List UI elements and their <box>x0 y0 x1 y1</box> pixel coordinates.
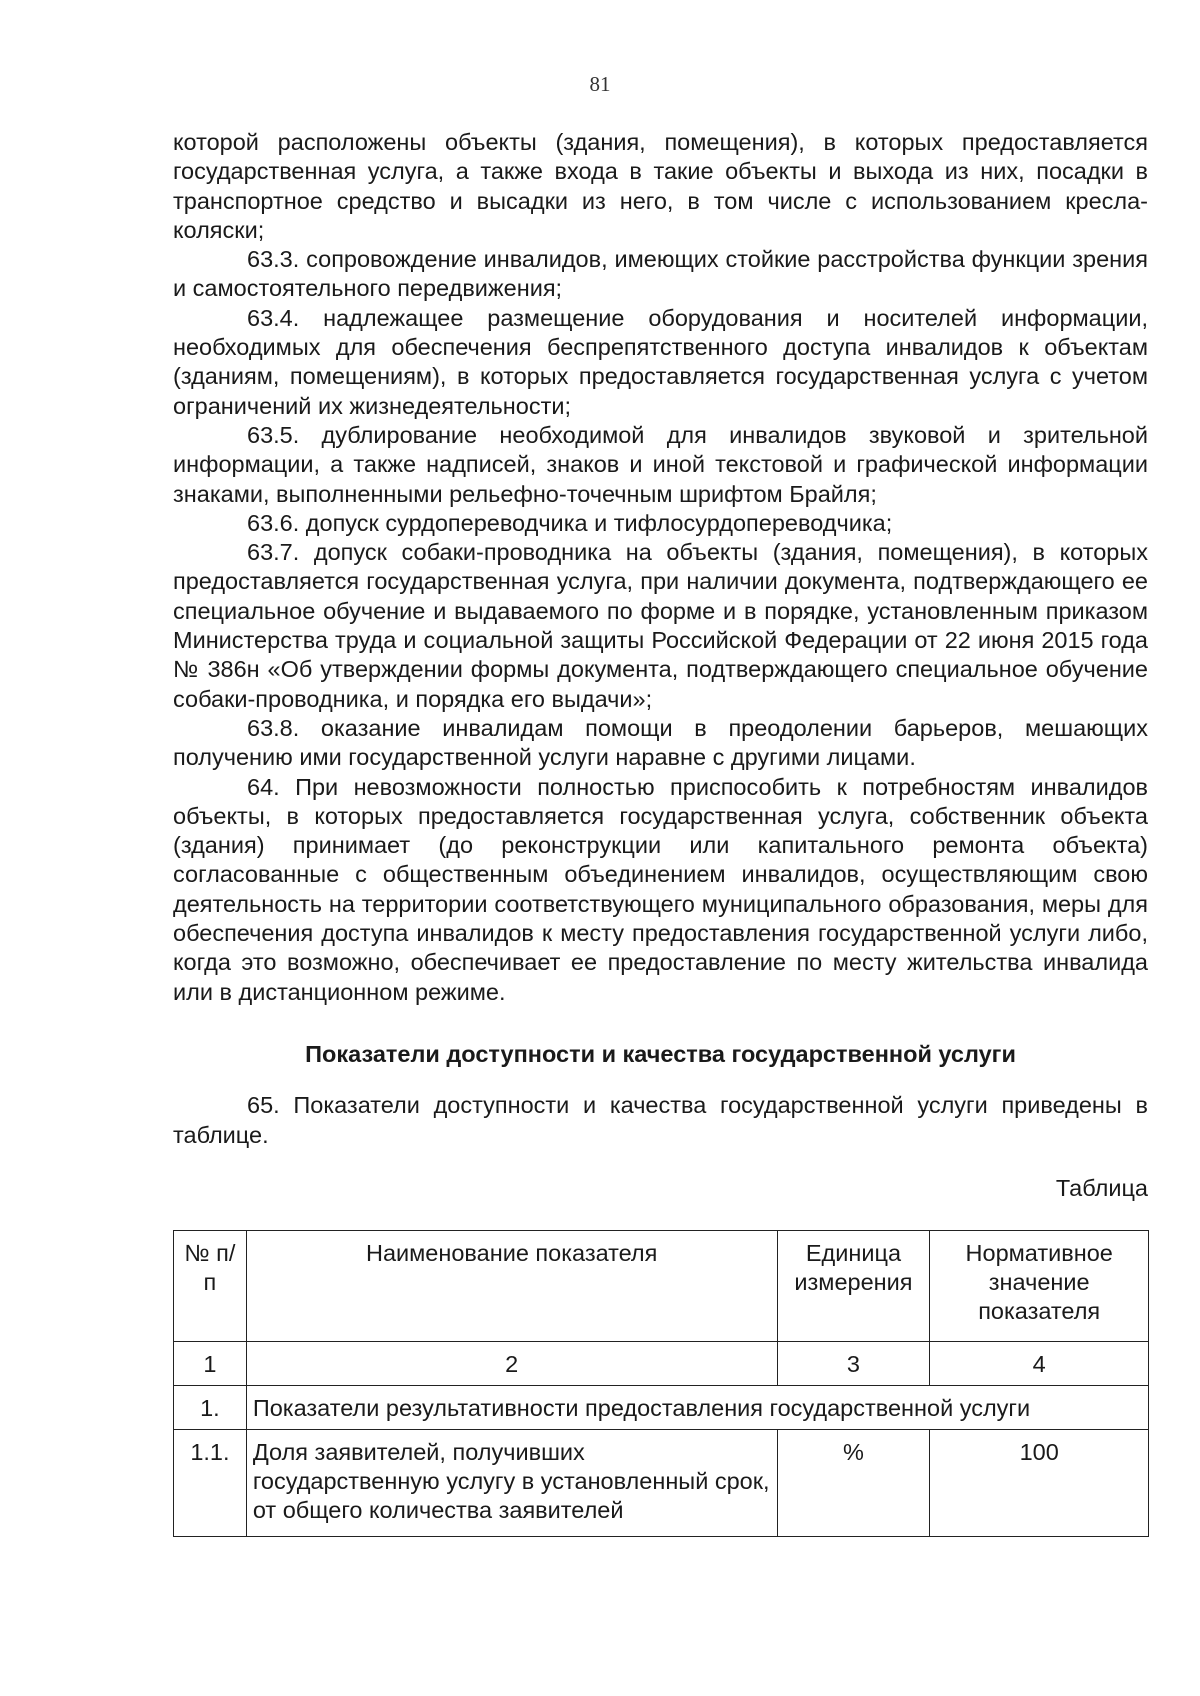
column-number-cell: 3 <box>777 1342 930 1386</box>
column-number-cell: 2 <box>246 1342 777 1386</box>
paragraph-63-8: 63.8. оказание инвалидам помощи в преодолении барьеров, мешающих получению ими государственной услуги наравне с другими лицами. <box>173 714 1148 771</box>
table-group-row <box>174 1386 1149 1430</box>
page-number: 81 <box>589 72 611 96</box>
paragraph-63-5: 63.5. дублирование необходимой для инвалидов звуковой и зрительной информации, а также надписей, знаков и иной текстовой и графической информации знаками, выполненными рельефно-точечным шрифтом Брайля; <box>173 421 1148 507</box>
header-unit: Единица измерения <box>777 1231 930 1342</box>
table-caption: Таблица <box>1055 1174 1148 1201</box>
header-number: № п/п <box>174 1231 247 1342</box>
paragraph-63-2-continuation: которой расположены объекты (здания, помещения), в которых предоставляется государственная услуга, а также входа в такие объекты и выхода из них, посадки в транспортное средство и высадки из него, в том числе с использованием кресла-коляски; <box>173 129 1148 243</box>
document-body <box>173 128 1148 1537</box>
paragraph-63-4: 63.4. надлежащее размещение оборудования и носителей информации, необходимых для обеспечения беспрепятственного доступа инвалидов к объектам (зданиям, помещениям), в которых предоставляется государственная услуга с учетом ограничений их жизнедеятельности; <box>173 304 1148 419</box>
paragraph-63-7: 63.7. допуск собаки-проводника на объекты (здания, помещения), в которых предоставляется государственная услуга, при наличии документа, подтверждающего ее специальное обучение и выдаваемого по форме и в порядке, установленным приказом Министерства труда и социальной защиты Российской Федерации от 22 июня 2015 года № 386н «Об утверждении формы документа, подтверждающего специальное обучение собаки-проводника, и порядка его выдачи»; <box>173 539 1148 712</box>
row-number-cell: 1.1. <box>174 1430 247 1537</box>
table-header-row <box>174 1231 1149 1342</box>
table-row <box>174 1430 1149 1537</box>
header-indicator-name: Наименование показателя <box>246 1231 777 1342</box>
column-number-row <box>174 1342 1149 1386</box>
group-title-cell: Показатели результативности предоставления государственной услуги <box>246 1386 1148 1430</box>
row-name-cell: Доля заявителей, получивших государственную услугу в установленный срок, от общего количества заявителей <box>246 1430 777 1537</box>
group-number-cell: 1. <box>174 1386 247 1430</box>
row-value-cell: 100 <box>930 1430 1149 1537</box>
paragraph-65: 65. Показатели доступности и качества государственной услуги приведены в таблице. <box>173 1092 1148 1148</box>
header-normative-value: Нормативное значение показателя <box>930 1231 1149 1342</box>
paragraph-64: 64. При невозможности полностью приспособить к потребностям инвалидов объекты, в которых предоставляется государственная услуга, собственник объекта (здания) принимает (до реконструкции или капитального ремонта объекта) согласованные с общественным объединением инвалидов, осуществляющим свою деятельность на территории соответствующего муниципального образования, меры для обеспечения доступа инвалидов к месту предоставления государственной услуги либо, когда это возможно, обеспечивает ее предоставление по месту жительства инвалида или в дистанционном режиме. <box>173 773 1148 1005</box>
row-unit-cell: % <box>777 1430 930 1537</box>
paragraph-63-3: 63.3. сопровождение инвалидов, имеющих стойкие расстройства функции зрения и самостоятельного передвижения; <box>173 246 1148 302</box>
column-number-cell: 4 <box>930 1342 1149 1386</box>
paragraph-63-6: 63.6. допуск сурдопереводчика и тифлосурдопереводчика; <box>247 509 893 536</box>
column-number-cell: 1 <box>174 1342 247 1386</box>
section-heading: Показатели доступности и качества государственной услуги <box>305 1040 1016 1067</box>
indicators-table <box>173 1230 1149 1537</box>
